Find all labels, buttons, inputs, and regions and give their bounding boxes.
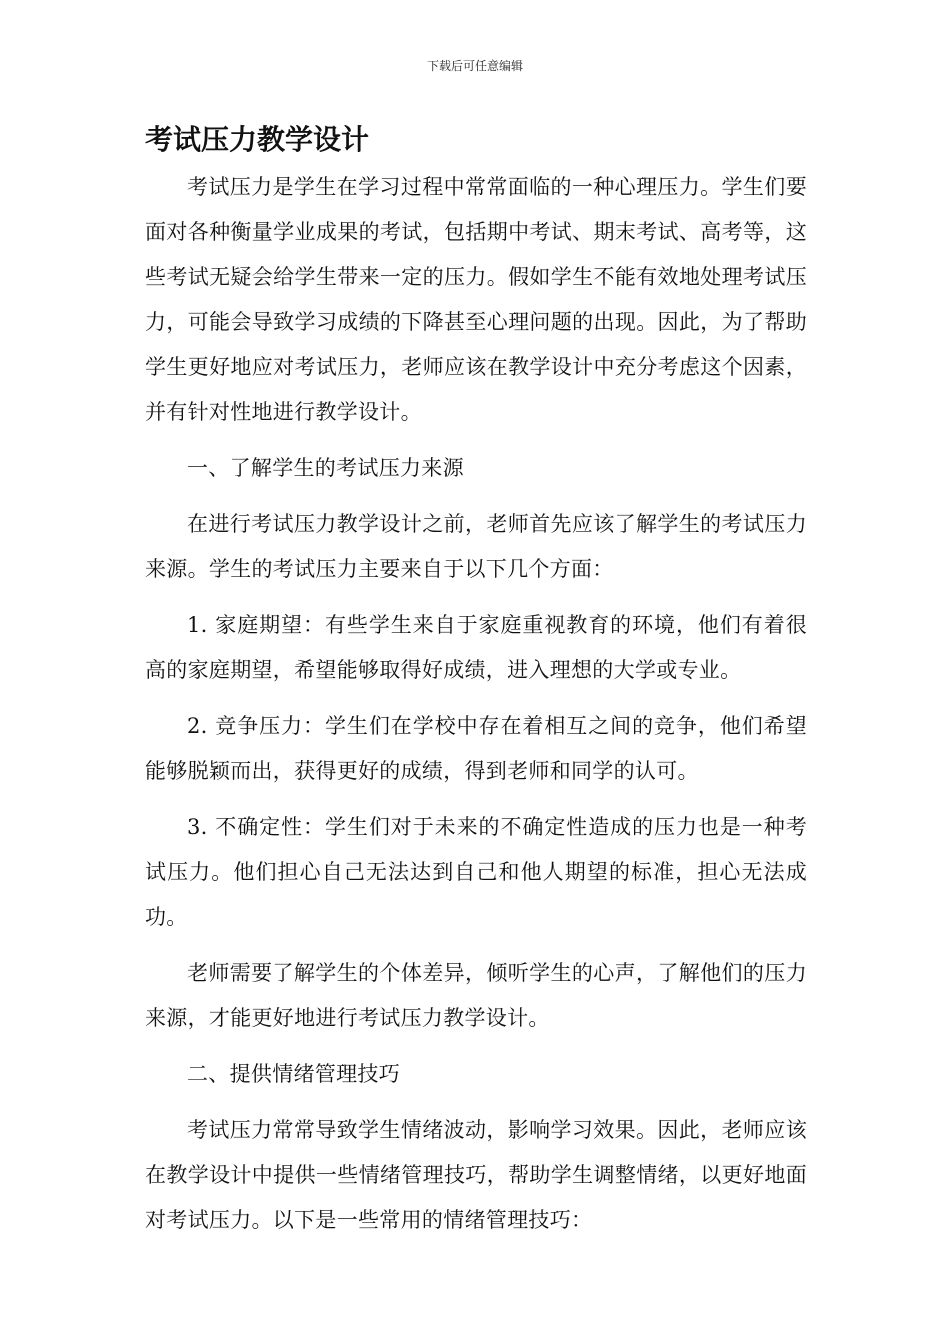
section-heading-2: 二、提供情绪管理技巧 <box>187 1062 400 1086</box>
section-1-intro: 在进行考试压力教学设计之前，老师首先应该了解学生的考试压力来源。学生的考试压力主要来自于以下几个方面： <box>145 512 807 581</box>
section-2-intro: 考试压力常常导致学生情绪波动，影响学习效果。因此，老师应该在教学设计中提供一些情绪管理技巧，帮助学生调整情绪，以更好地面对考试压力。以下是一些常用的情绪管理技巧： <box>145 1118 807 1232</box>
header-note: 下载后可任意编辑 <box>426 59 523 73</box>
intro-paragraph: 考试压力是学生在学习过程中常常面临的一种心理压力。学生们要面对各种衡量学业成果的考试，包括期中考试、期末考试、高考等，这些考试无疑会给学生带来一定的压力。假如学生不能有效地处理考试压力，可能会导致学习成绩的下降甚至心理问题的出现。因此，为了帮助学生更好地应对考试压力，老师应该在教学设计中充分考虑这个因素，并有针对性地进行教学设计。 <box>145 175 807 424</box>
document-body <box>145 165 807 1254</box>
section-heading-1: 一、了解学生的考试压力来源 <box>187 456 464 480</box>
list-item-competition-pressure: 2. 竞争压力：学生们在学校中存在着相互之间的竞争，他们希望能够脱颖而出，获得更好的成绩，得到老师和同学的认可。 <box>145 714 807 783</box>
list-item-family-expectation: 1. 家庭期望：有些学生来自于家庭重视教育的环境，他们有着很高的家庭期望，希望能够取得好成绩，进入理想的大学或专业。 <box>145 613 807 682</box>
list-item-uncertainty: 3. 不确定性：学生们对于未来的不确定性造成的压力也是一种考试压力。他们担心自己无法达到自己和他人期望的标准，担心无法成功。 <box>145 815 807 929</box>
section-1-conclusion: 老师需要了解学生的个体差异，倾听学生的心声，了解他们的压力来源，才能更好地进行考试压力教学设计。 <box>145 961 807 1030</box>
document-title: 考试压力教学设计 <box>145 123 370 156</box>
